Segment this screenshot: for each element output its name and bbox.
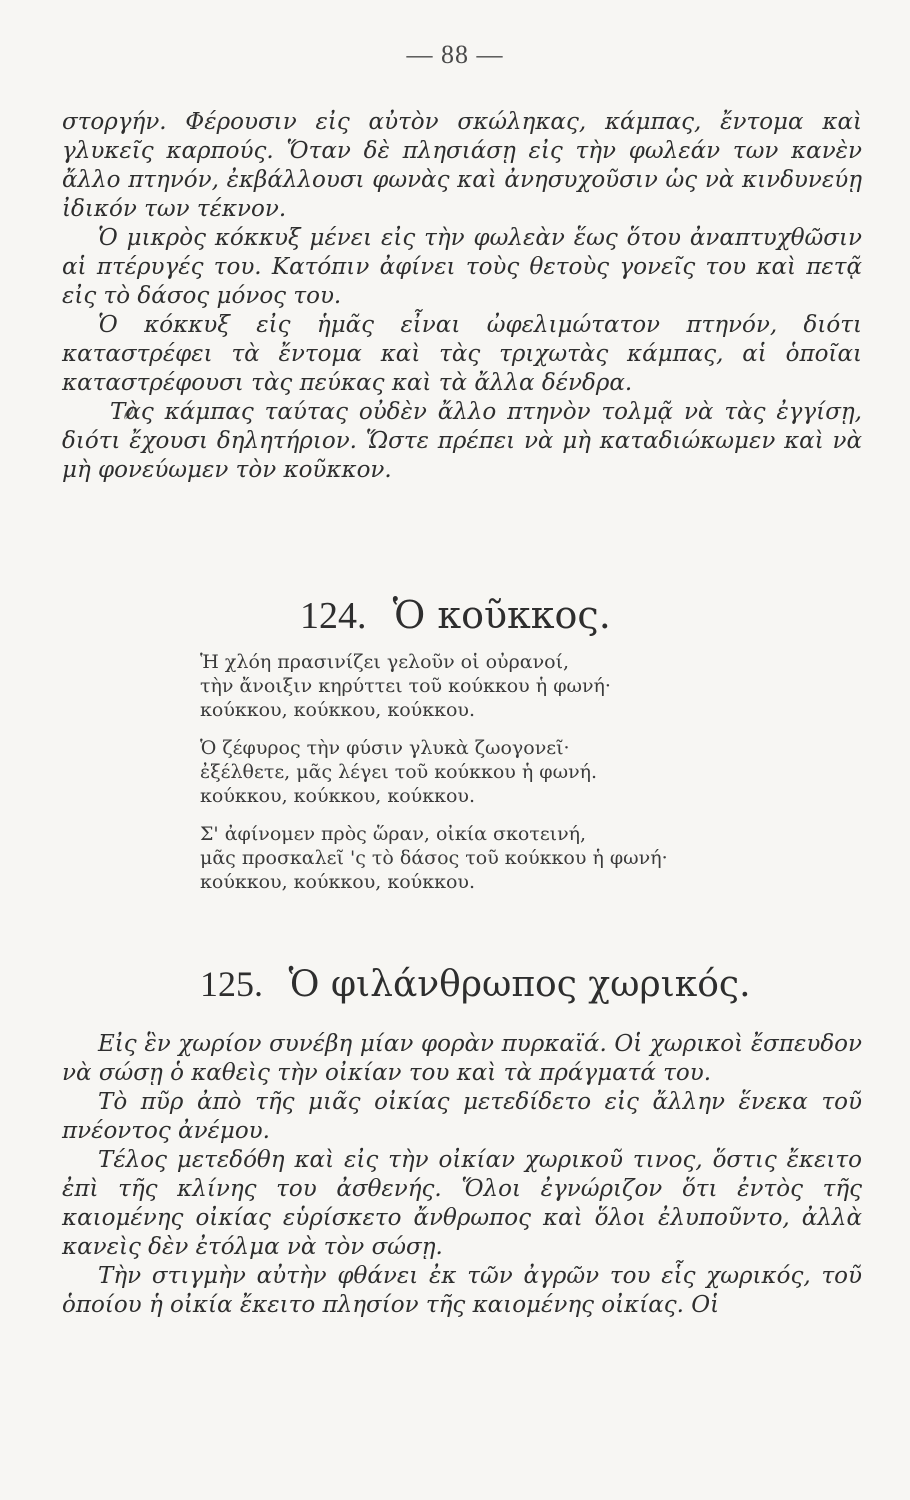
intro-text-block: [62, 108, 862, 485]
section-heading-124: [300, 593, 611, 638]
poem-line: κούκκου, κούκκου, κούκκου.: [200, 871, 476, 893]
paragraph: στοργήν. Φέρουσιν εἰς αὐτὸν σκώληκας, κάμπας, ἔντομα καὶ γλυκεῖς καρπούς. Ὅταν δὲ πλησιάσῃ εἰς τὴν φωλεάν των κανὲν ἄλλο πτηνόν, ἐκβάλλουσι φωνὰς καὶ ἀνησυχοῦσιν ὡς νὰ κινδυνεύῃ ἰδικόν των τέκνον.: [62, 109, 862, 222]
section-heading-125: [200, 962, 751, 1007]
page-number: — 88 —: [406, 40, 504, 69]
paragraph-text: Τὰς κάμπας ταύτας οὐδὲν ἄλλο πτηνὸν τολμᾷ νὰ τὰς ἐγγίσῃ, διότι ἔχουσι δηλητήριον. Ὥστε πρέπει νὰ μὴ καταδιώκωμεν καὶ νὰ μὴ φονεύωμεν τὸν κοῦκκον.: [62, 399, 862, 483]
poem-line: μᾶς προσκαλεῖ 'ς τὸ δάσος τοῦ κούκκου ἡ φωνή·: [200, 847, 668, 869]
poem-line: Ὁ ζέφυρος τὴν φύσιν γλυκὰ ζωογονεῖ·: [200, 737, 570, 759]
story-text-block: [62, 1030, 862, 1320]
poem-line: Σ' ἀφίνομεν πρὸς ὥραν, οἰκία σκοτεινή,: [200, 823, 587, 845]
poem-line: ἐξέλθετε, μᾶς λέγει τοῦ κούκκου ἡ φωνή.: [200, 761, 598, 783]
paragraph: Ὁ κόκκυξ εἰς ἡμᾶς εἶναι ὠφελιμώτατον πτηνόν, διότι καταστρέφει τὰ ἔντομα καὶ τὰς τριχωτὰς κάμπας, αἱ ὁποῖαι καταστρέφουσι τὰς πεύκας καὶ τὰ ἄλλα δένδρα.: [62, 312, 862, 396]
leaf-ornament-icon: [86, 400, 100, 416]
poem: [200, 650, 840, 908]
section-title: Ὁ κοῦκκος.: [392, 593, 611, 637]
paragraph: Εἰς ἓν χωρίον συνέβη μίαν φορὰν πυρκαϊά. Οἱ χωρικοὶ ἔσπευδον νὰ σώσῃ ὁ καθεὶς τὴν οἰκίαν του καὶ τὰ πράγματά του.: [62, 1031, 862, 1086]
poem-line: Ἡ χλόη πρασινίζει γελοῦν οἱ οὐρανοί,: [200, 651, 570, 673]
section-number: 125.: [200, 964, 263, 1004]
section-title: Ὁ φιλάνθρωπος χωρικός.: [288, 964, 751, 1005]
paragraph: Τὸ πῦρ ἀπὸ τῆς μιᾶς οἰκίας μετεδίδετο εἰς ἄλλην ἕνεκα τοῦ πνέοντος ἀνέμου.: [62, 1089, 862, 1144]
paragraph: Τὴν στιγμὴν αὐτὴν φθάνει ἐκ τῶν ἀγρῶν του εἷς χωρικός, τοῦ ὁποίου ἡ οἰκία ἔκειτο πλησίον τῆς καιομένης οἰκίας. Οἱ: [62, 1263, 862, 1318]
paragraph: Τέλος μετεδόθη καὶ εἰς τὴν οἰκίαν χωρικοῦ τινος, ὅστις ἔκειτο ἐπὶ τῆς κλίνης του ἀσθενής. Ὅλοι ἐγνώριζον ὅτι ἐντὸς τῆς καιομένης οἰκίας εὑρίσκετο ἄνθρωπος καὶ ὅλοι ἐλυποῦντο, ἀλλὰ κανεὶς δὲν ἐτόλμα νὰ τὸν σώσῃ.: [62, 1147, 862, 1260]
poem-stanza: [200, 736, 840, 808]
paragraph: Ὁ μικρὸς κόκκυξ μένει εἰς τὴν φωλεὰν ἕως ὅτου ἀναπτυχθῶσιν αἱ πτέρυγές του. Κατόπιν ἀφίνει τοὺς θετοὺς γονεῖς του καὶ πετᾷ εἰς τὸ δάσος μόνος του.: [62, 225, 862, 309]
poem-line: κούκκου, κούκκου, κούκκου.: [200, 785, 476, 807]
poem-stanza: [200, 650, 840, 722]
paragraph: [62, 398, 862, 485]
poem-stanza: [200, 822, 840, 894]
section-number: 124.: [300, 595, 367, 637]
poem-line: τὴν ἄνοιξιν κηρύττει τοῦ κούκκου ἡ φωνή·: [200, 675, 611, 697]
poem-line: κούκκου, κούκκου, κούκκου.: [200, 699, 476, 721]
